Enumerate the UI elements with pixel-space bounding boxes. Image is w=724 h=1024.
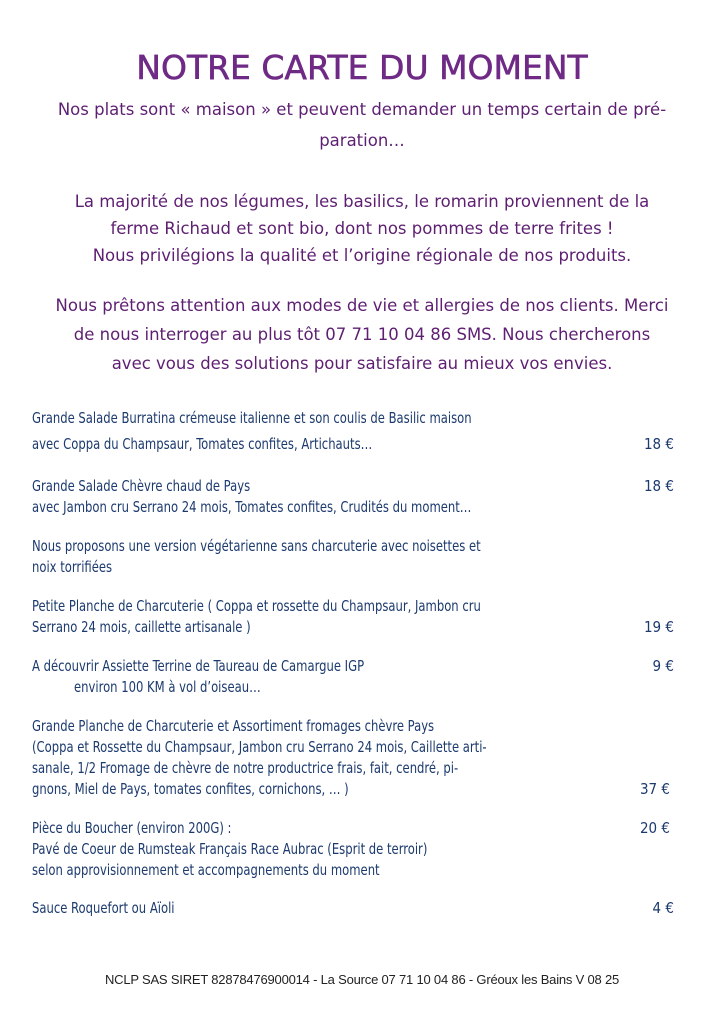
item-text: selon approvisionnement et accompagnements du moment	[32, 861, 380, 879]
sourcing-line: Nous privilégions la qualité et l’origine régionale de nos produits.	[92, 246, 632, 265]
intro-paragraph	[0, 96, 724, 154]
sourcing-line: La majorité de nos légumes, les basilics, le romarin proviennent de la	[74, 192, 650, 211]
item-text: Serrano 24 mois, caillette artisanale )	[32, 618, 251, 636]
footer-legal-info: NCLP SAS SIRET 82878476900014 - La Source 07 71 10 04 86 - Gréoux les Bains V 08 25	[104, 972, 620, 987]
item-price: 37 €	[639, 780, 670, 798]
allergy-line: avec vous des solutions pour satisfaire au mieux vos envies.	[111, 354, 613, 373]
menu-line	[32, 898, 692, 919]
menu-line	[32, 737, 692, 758]
menu-line	[32, 408, 692, 429]
menu-item-bull-terrine	[32, 656, 692, 698]
menu-line	[32, 677, 692, 698]
allergy-line: Nous prêtons attention aux modes de vie et allergies de nos clients. Merci	[55, 296, 669, 315]
item-text: A découvrir Assiette Terrine de Taureau de Camargue IGP	[32, 657, 365, 675]
item-text: Pavé de Coeur de Rumsteak Français Race Aubrac (Esprit de terroir)	[32, 840, 428, 858]
menu-line	[32, 818, 692, 839]
menu-item-burratina-salad	[32, 408, 692, 455]
item-price: 18 €	[643, 435, 674, 453]
item-price: 19 €	[643, 618, 674, 636]
item-text: Pièce du Boucher (environ 200G) :	[32, 819, 232, 837]
menu-item-vegetarian-note	[32, 536, 692, 578]
menu-item-sauce	[32, 898, 692, 919]
item-text: Grande Salade Chèvre chaud de Pays	[32, 477, 251, 495]
item-text: Sauce Roquefort ou Aïoli	[32, 899, 175, 917]
item-price: 4 €	[652, 899, 674, 917]
page-title: NOTRE CARTE DU MOMENT	[136, 48, 588, 87]
menu-line	[32, 596, 692, 617]
item-text: sanale, 1/2 Fromage de chèvre de notre productrice frais, fait, cendré, pi-	[32, 759, 459, 777]
item-price: 9 €	[652, 657, 674, 675]
allergy-paragraph	[0, 292, 724, 377]
menu-line	[32, 860, 692, 881]
menu-line	[32, 716, 692, 737]
menu-line	[32, 656, 692, 677]
menu-item-small-charcuterie-board	[32, 596, 692, 638]
sourcing-line: ferme Richaud et sont bio, dont nos pommes de terre frites !	[110, 219, 614, 238]
item-text: Petite Planche de Charcuterie ( Coppa et rossette du Champsaur, Jambon cru	[32, 597, 481, 615]
item-price: 18 €	[643, 477, 674, 495]
menu-line	[32, 476, 692, 497]
intro-line: paration…	[319, 131, 405, 150]
menu-line	[32, 779, 692, 800]
menu-line	[32, 434, 692, 455]
menu-line	[32, 536, 692, 557]
menu-line	[32, 497, 692, 518]
item-text: noix torrifiées	[32, 558, 113, 576]
item-text: Nous proposons une version végétarienne sans charcuterie avec noisettes et	[32, 537, 481, 555]
item-text: Grande Salade Burratina crémeuse italienne et son coulis de Basilic maison	[32, 409, 472, 427]
item-text: environ 100 KM à vol d’oiseau…	[74, 678, 261, 696]
menu-line	[32, 758, 692, 779]
allergy-line: de nous interroger au plus tôt 07 71 10 04 86 SMS. Nous chercherons	[73, 325, 651, 344]
menu-line	[32, 839, 692, 860]
menu-line	[32, 557, 692, 578]
item-price: 20 €	[639, 819, 670, 837]
item-text: Grande Planche de Charcuterie et Assortiment fromages chèvre Pays	[32, 717, 435, 735]
menu-item-large-charcuterie-cheese-board	[32, 716, 692, 800]
item-text: avec Jambon cru Serrano 24 mois, Tomates confites, Crudités du moment…	[32, 498, 472, 516]
intro-line: Nos plats sont « maison » et peuvent demander un temps certain de pré-	[57, 100, 667, 119]
menu-line	[32, 617, 692, 638]
item-text: (Coppa et Rossette du Champsaur, Jambon cru Serrano 24 mois, Caillette arti-	[32, 738, 487, 756]
menu-item-goat-cheese-salad	[32, 476, 692, 518]
item-text: avec Coppa du Champsaur, Tomates confites, Artichauts…	[32, 435, 373, 453]
item-text: gnons, Miel de Pays, tomates confites, cornichons, … )	[32, 780, 349, 798]
sourcing-paragraph	[0, 188, 724, 269]
menu-item-butcher-cut	[32, 818, 692, 881]
